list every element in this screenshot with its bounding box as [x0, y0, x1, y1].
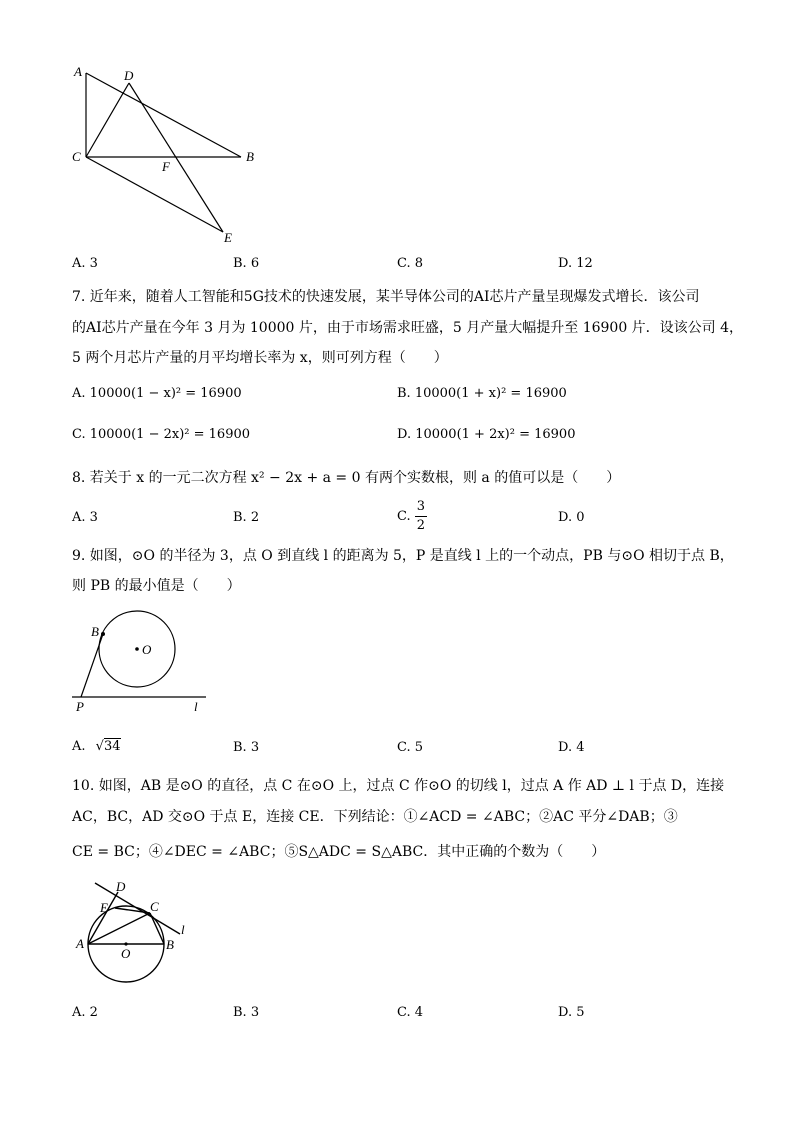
label-l: l [181, 922, 185, 937]
label-o: O [121, 946, 131, 961]
segment-ce [86, 157, 223, 232]
label-o: O [142, 642, 152, 657]
q7-option-d: D. 10000(1 + 2x)² = 16900 [397, 427, 576, 442]
q9-option-a [72, 739, 121, 754]
q8-option-c-label: C. [397, 509, 411, 524]
q8-option-d: D. 0 [558, 510, 585, 525]
label-l: l [194, 699, 198, 714]
q6-option-b: B. 6 [233, 256, 260, 271]
q8-option-c-fraction [415, 498, 427, 535]
q8-option-c-denominator: 2 [416, 518, 426, 533]
label-c: C [150, 899, 159, 914]
label-d: D [124, 68, 134, 83]
label-b: B [91, 624, 99, 639]
q8-option-a: A. 3 [72, 510, 98, 525]
q9-option-a-label: A. [72, 739, 86, 754]
segment-ab [86, 73, 241, 157]
q9-option-a-radicand: 34 [103, 739, 121, 754]
q9-text-line1: 9. 如图，⊙O 的半径为 3，点 O 到直线 l 的距离为 5，P 是直线 l 上的一个动点，PB 与⊙O 相切于点 B， [72, 548, 734, 564]
q10-text-line3: CE = BC；④∠DEC = ∠ABC；⑤S△ADC = S△ABC．其中正确的个数为（ ） [72, 844, 606, 860]
q7-text-line2: 的AI芯片产量在今年 3 月为 10000 片，由于市场需求旺盛，5 月产量大幅提升至 16900 片．设该公司 4， [72, 320, 744, 336]
segment-cd [86, 83, 129, 157]
figure-q9 [70, 604, 220, 714]
q9-text-line2: 则 PB 的最小值是（ ） [72, 578, 241, 594]
figure-q10 [70, 878, 195, 988]
q8-option-c [397, 498, 427, 535]
label-e: E [224, 230, 232, 245]
q9-option-b: B. 3 [233, 740, 260, 755]
q7-text-line1: 7. 近年来，随着人工智能和5G技术的快速发展，某半导体公司的AI芯片产量呈现爆发式增长．该公司 [72, 289, 700, 305]
point-b [101, 632, 105, 636]
q10-option-c: C. 4 [397, 1005, 424, 1020]
label-c: C [72, 149, 81, 164]
q10-option-a: A. 2 [72, 1005, 98, 1020]
q7-option-b: B. 10000(1 + x)² = 16900 [397, 386, 567, 401]
figure-q6 [60, 60, 280, 250]
q6-option-a: A. 3 [72, 256, 98, 271]
label-a: A [74, 64, 82, 79]
label-e: E [100, 900, 108, 915]
q10-text-line1: 10. 如图，AB 是⊙O 的直径，点 C 在⊙O 上，过点 C 作⊙O 的切线 l，过点 A 作 AD ⊥ l 于点 D，连接 [72, 778, 725, 794]
q6-option-c: C. 8 [397, 256, 424, 271]
q7-text-line3: 5 两个月芯片产量的月平均增长率为 x，则可列方程（ ） [72, 350, 448, 366]
point-o [135, 647, 139, 651]
q8-option-c-numerator: 3 [415, 498, 427, 517]
label-b: B [166, 937, 174, 952]
q9-option-c: C. 5 [397, 740, 424, 755]
q7-option-c: C. 10000(1 − 2x)² = 16900 [72, 427, 251, 442]
sqrt-symbol: √ [95, 739, 104, 754]
label-f: F [162, 159, 170, 174]
label-d: D [116, 879, 126, 894]
segment-pb [81, 634, 103, 697]
q10-option-d: D. 5 [558, 1005, 585, 1020]
q7-option-a: A. 10000(1 − x)² = 16900 [72, 386, 242, 401]
q8-option-b: B. 2 [233, 510, 260, 525]
q8-text-line1: 8. 若关于 x 的一元二次方程 x² − 2x + a = 0 有两个实数根，则 a 的值可以是（ ） [72, 470, 621, 486]
q6-option-d: D. 12 [558, 256, 593, 271]
label-a: A [76, 936, 84, 951]
label-b: B [246, 149, 254, 164]
label-p: P [76, 699, 84, 714]
q10-text-line2: AC，BC，AD 交⊙O 于点 E，连接 CE．下列结论：①∠ACD = ∠ABC；②AC 平分∠DAB；③ [72, 809, 678, 825]
q10-option-b: B. 3 [233, 1005, 260, 1020]
q9-option-d: D. 4 [558, 740, 585, 755]
